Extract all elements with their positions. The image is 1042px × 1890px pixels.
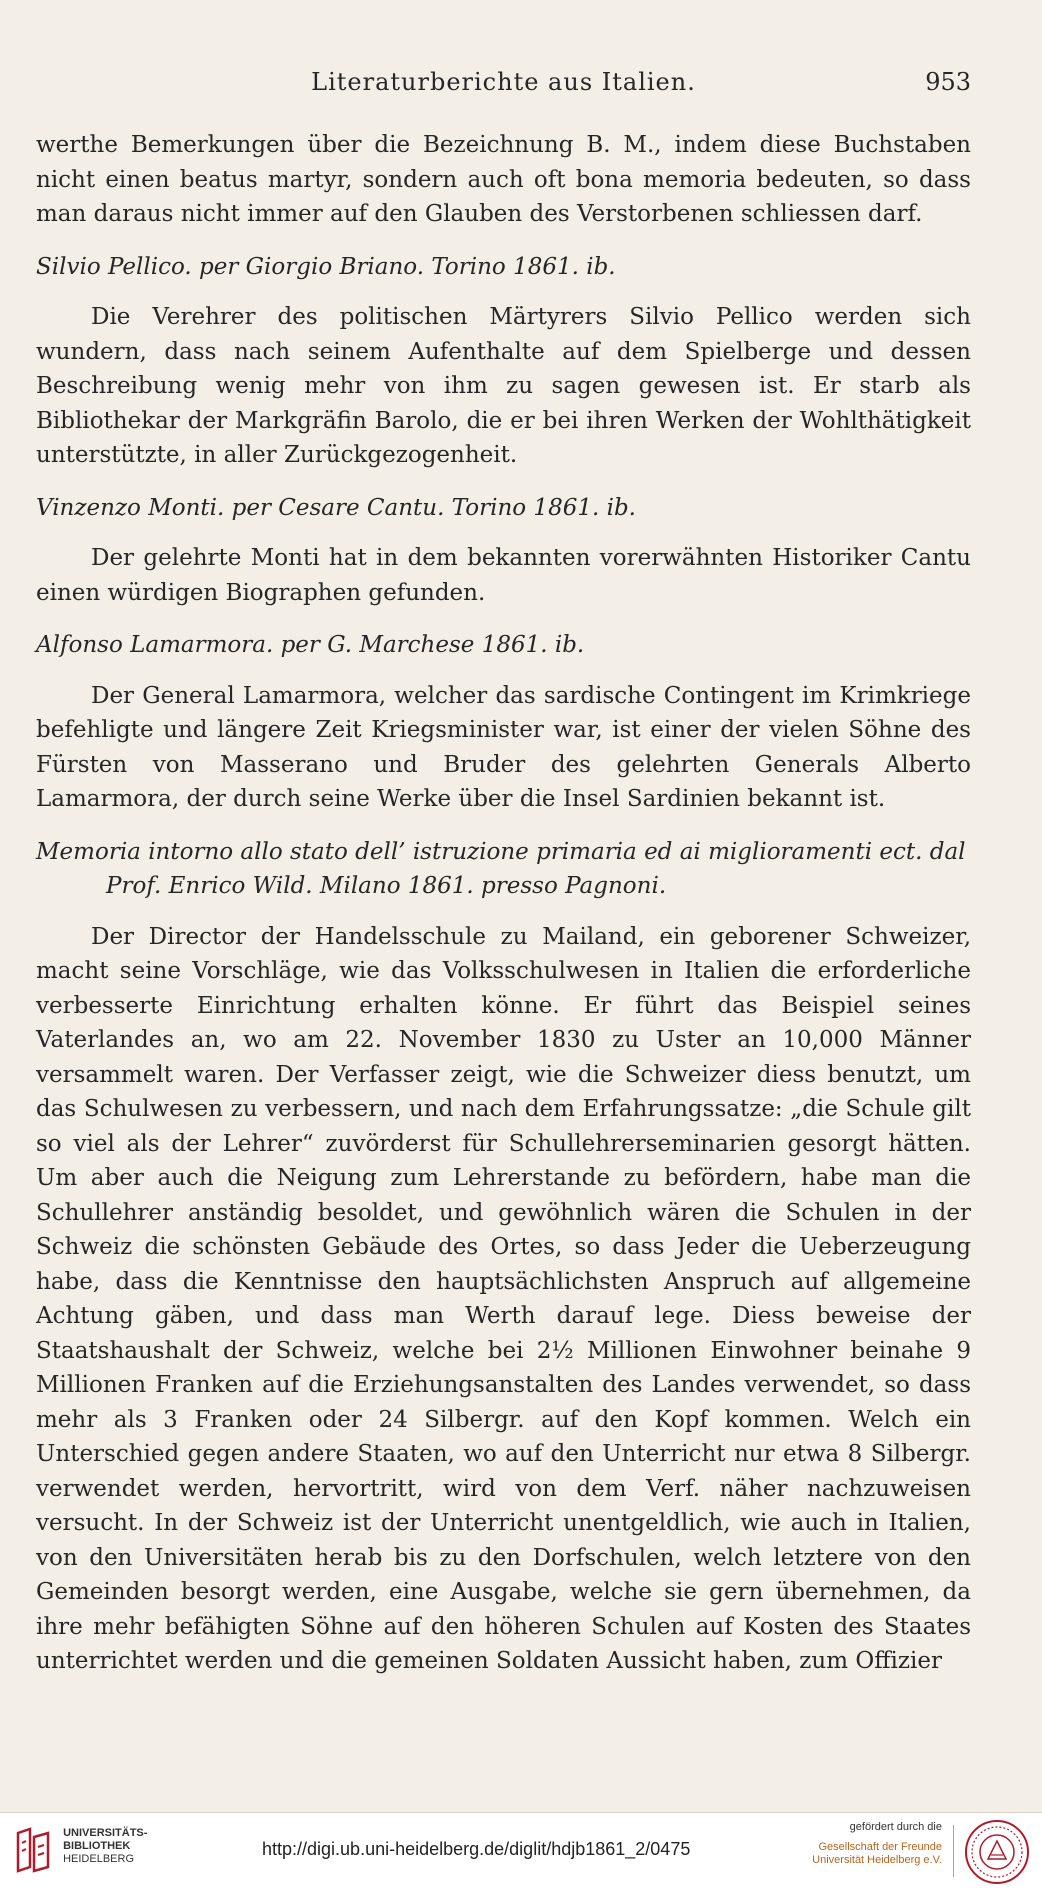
bibliographic-entry: Vinzenzo Monti. per Cesare Cantu. Torino 1861. ib. (36, 494, 636, 521)
library-name-line: BIBLIOTHEK (63, 1840, 131, 1852)
library-branding[interactable] (14, 1827, 147, 1873)
ub-logo-icon (14, 1827, 52, 1873)
library-name (63, 1827, 147, 1866)
paragraph: Der General Lamarmora, welcher das sardische Contingent im Krimkriege befehligte und längere Zeit Kriegsminister war, ist einer der vielen Söhne des Fürsten von Masserano und Bruder des gelehrten Generals Alberto Lamarmora, der durch seine Werke über die Insel Sardinien bekannt ist. (36, 682, 971, 812)
bibliographic-entry: Silvio Pellico. per Giorgio Briano. Torino 1861. ib. (36, 253, 616, 280)
viewer-footer (0, 1812, 1042, 1890)
permalink-url[interactable]: http://digi.ub.uni-heidelberg.de/diglit/hdjb1861_2/0475 (262, 1839, 691, 1859)
paragraph: Die Verehrer des politischen Märtyrers Silvio Pellico werden sich wundern, dass nach seinem Aufenthalte auf dem Spielberge und dessen Beschreibung wenig mehr von ihm zu sagen gewesen ist. Er starb als Bibliothekar der Markgräfin Barolo, die er bei ihren Werken der Wohlthätigkeit unterstützte, in aller Zurückgezogenheit. (36, 304, 971, 468)
bibliographic-entry: Memoria intorno allo stato dell’ istruzione primaria ed ai miglioramenti ect. dal Prof. Enrico Wild. Milano 1861. presso Pagnoni. (36, 838, 966, 899)
library-name-line: UNIVERSITÄTS- (63, 1827, 148, 1839)
page-number: 953 (925, 68, 971, 96)
bibliographic-entry: Alfonso Lamarmora. per G. Marchese 1861. ib. (36, 632, 585, 658)
sponsor-name (812, 1841, 942, 1867)
paragraph: Der Director der Handelsschule zu Mailand, ein geborener Schweizer, macht seine Vorschläge, wie das Volksschulwesen in Italien die erforderliche verbesserte Einrichtung erhalten könne. Er führt das Beispiel seines Vaterlandes an, wo am 22. November 1830 zu Uster an 10,000 Männer versammelt waren. Der Verfasser zeigt, wie die Schweizer diess benutzt, um das Schulwesen zu verbessern, und nach dem Erfahrungssatze: „die Schule gilt so viel als der Lehrer“ zuvörderst für Schullehrerseminarien gesorgt hätten. Um aber auch die Neigung zum Lehrerstande zu befördern, habe man die Schullehrer anständig besoldet, und gewöhnlich wären die Schulen in der Schweiz die schönsten Gebäude des Ortes, so dass Jeder die Ueberzeugung habe, dass die Kenntnisse den hauptsächlichsten Anspruch auf allgemeine Achtung gäben, und dass man Werth darauf lege. Diess beweise der Staatshaushalt der Schweiz, welche bei 2½ Millionen Einwohner beinahe 9 Millionen Franken auf die Erziehungsanstalten des Landes verwendet, so dass mehr als 3 Franken oder 24 Silbergr. auf den Kopf kommen. Welch ein Unterschied gegen andere Staaten, wo auf den Unterricht nur etwa 8 Silbergr. verwendet werden, hervortritt, wird von dem Verf. näher nachzuweisen versucht. In der Schweiz ist der Unterricht unentgeldlich, wie auch in Italien, von den Universitäten herab bis zu den Dorfschulen, welch letztere von den Gemeinden besorgt werden, eine Ausgabe, welche sie gern übernehmen, da ihre mehr befähigten Söhne auf den höheren Schulen auf Kosten des Staates unterrichtet werden und die gemeinen Soldaten Aussicht haben, zum Offizier (36, 923, 971, 1674)
paragraph: Der gelehrte Monti hat in dem bekannten vorerwähnten Historiker Cantu einen würdigen Biographen gefunden. (36, 545, 971, 606)
running-title: Literaturberichte aus Italien. (311, 68, 696, 96)
sponsor-name-line: Gesellschaft der Freunde (818, 1841, 942, 1853)
page-body (36, 128, 971, 1679)
footer-divider (953, 1825, 954, 1877)
page-header (36, 68, 971, 108)
sponsor-block[interactable] (812, 1821, 942, 1867)
university-seal-icon (964, 1819, 1030, 1885)
sponsor-name-line: Universität Heidelberg e.V. (812, 1854, 942, 1866)
library-name-line: HEIDELBERG (63, 1853, 135, 1865)
paragraph-continued: werthe Bemerkungen über die Bezeichnung B. M., indem diese Buchstaben nicht einen beatus martyr, sondern auch oft bona memoria bedeuten, so dass man daraus nicht immer auf den Glauben des Verstorbenen schliessen darf. (36, 132, 971, 227)
sponsor-label: gefördert durch die (849, 1821, 942, 1833)
